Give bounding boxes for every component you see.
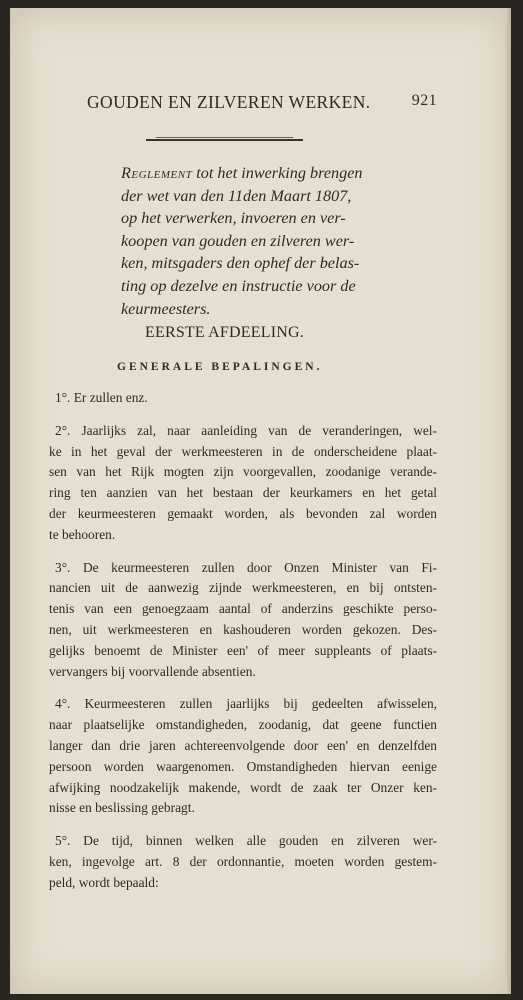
title-line-text: tot het inwerking brengen	[192, 164, 363, 182]
book-page	[10, 8, 511, 994]
title-line: ting op dezelve en instructie voor de	[121, 276, 356, 295]
paragraph-line: ken, ingevolge art. 8 der ordonnantie, moeten worden gestem-	[49, 853, 437, 869]
running-header-title: GOUDEN EN ZILVEREN WERKEN.	[87, 92, 371, 112]
paragraph-line: persoon worden waargenomen. Omstandigheden hiervan eenige	[49, 758, 437, 774]
header-rule	[146, 139, 303, 141]
section-title: EERSTE AFDEELING.	[145, 324, 304, 341]
paragraph-line: ke in het geval der werkmeesteren in de onderscheidene plaat-	[49, 443, 437, 459]
paragraph-line: afwijking noodzakelijk makende, wordt de zaak ter Onzer ken-	[49, 779, 437, 795]
paragraph-line: der keurmeesteren gemaakt worden, als bevonden zal worden	[49, 505, 437, 521]
page-edge	[505, 8, 511, 994]
paragraph-3	[49, 558, 437, 683]
paragraph-line: 4°. Keurmeesteren zullen jaarlijks bij gedeelten afwisselen,	[55, 696, 437, 712]
paragraph-line: naar plaatselijke omstandigheden, zoodanig, dat geene functien	[49, 717, 437, 733]
paragraph-5	[49, 831, 437, 893]
paragraph-line: nen, uit werkmeesteren en kashouderen worden gekozen. Des-	[49, 621, 437, 637]
paragraph-line: 1°. Er zullen enz.	[55, 390, 148, 405]
paragraph-line: gelijks benoemt de Minister een' of meer suppleants of plaats-	[49, 642, 437, 658]
paragraph-line: 3°. De keurmeesteren zullen door Onzen Minister van Fi-	[55, 559, 437, 575]
paragraph-1	[49, 388, 437, 409]
running-header	[87, 92, 437, 118]
title-line: der wet van den 11den Maart 1807,	[121, 186, 352, 205]
title-line: koopen van gouden en zilveren wer-	[121, 231, 355, 250]
title-line: op het verwerken, invoeren en ver-	[121, 209, 346, 228]
paragraph-line: nisse en beslissing gebragt.	[49, 800, 195, 816]
body-text	[49, 388, 437, 906]
paragraph-line: sen van het Rijk mogten zijn voorgevallen, zoodanige verande-	[49, 464, 437, 480]
paragraph-line: peld, wordt bepaald:	[49, 874, 159, 890]
subsection-title: GENERALE BEPALINGEN.	[117, 361, 323, 373]
paragraph-line: nancien uit de aanwezig zijnde werkmeesteren, en bij ontsten-	[49, 580, 437, 596]
page-number: 921	[411, 92, 437, 109]
paragraph-4	[49, 694, 437, 819]
title-line: ken, mitsgaders den ophef der belas-	[121, 254, 360, 273]
paragraph-2	[49, 421, 437, 546]
paragraph-line: ring ten aanzien van het bestaan der keurkamers en het getal	[49, 485, 437, 501]
paragraph-line: 2°. Jaarlijks zal, naar aanleiding van de veranderingen, wel-	[55, 422, 437, 438]
title-line	[121, 162, 441, 185]
regulation-title	[121, 162, 441, 320]
paragraph-line: langer dan drie jaren achtereenvolgende door een' en denzelfden	[49, 737, 437, 753]
title-line: keurmeesters.	[121, 299, 211, 318]
paragraph-line: te behooren.	[49, 526, 116, 542]
paragraph-line: 5°. De tijd, binnen welken alle gouden en zilveren wer-	[55, 833, 437, 849]
paragraph-line: tenis van een genoegzaam aantal of anderzins geschikte perso-	[49, 601, 437, 617]
title-lead-word: Reglement	[121, 164, 193, 182]
paragraph-line: vervangers bij voorvallende absentien.	[49, 663, 256, 679]
